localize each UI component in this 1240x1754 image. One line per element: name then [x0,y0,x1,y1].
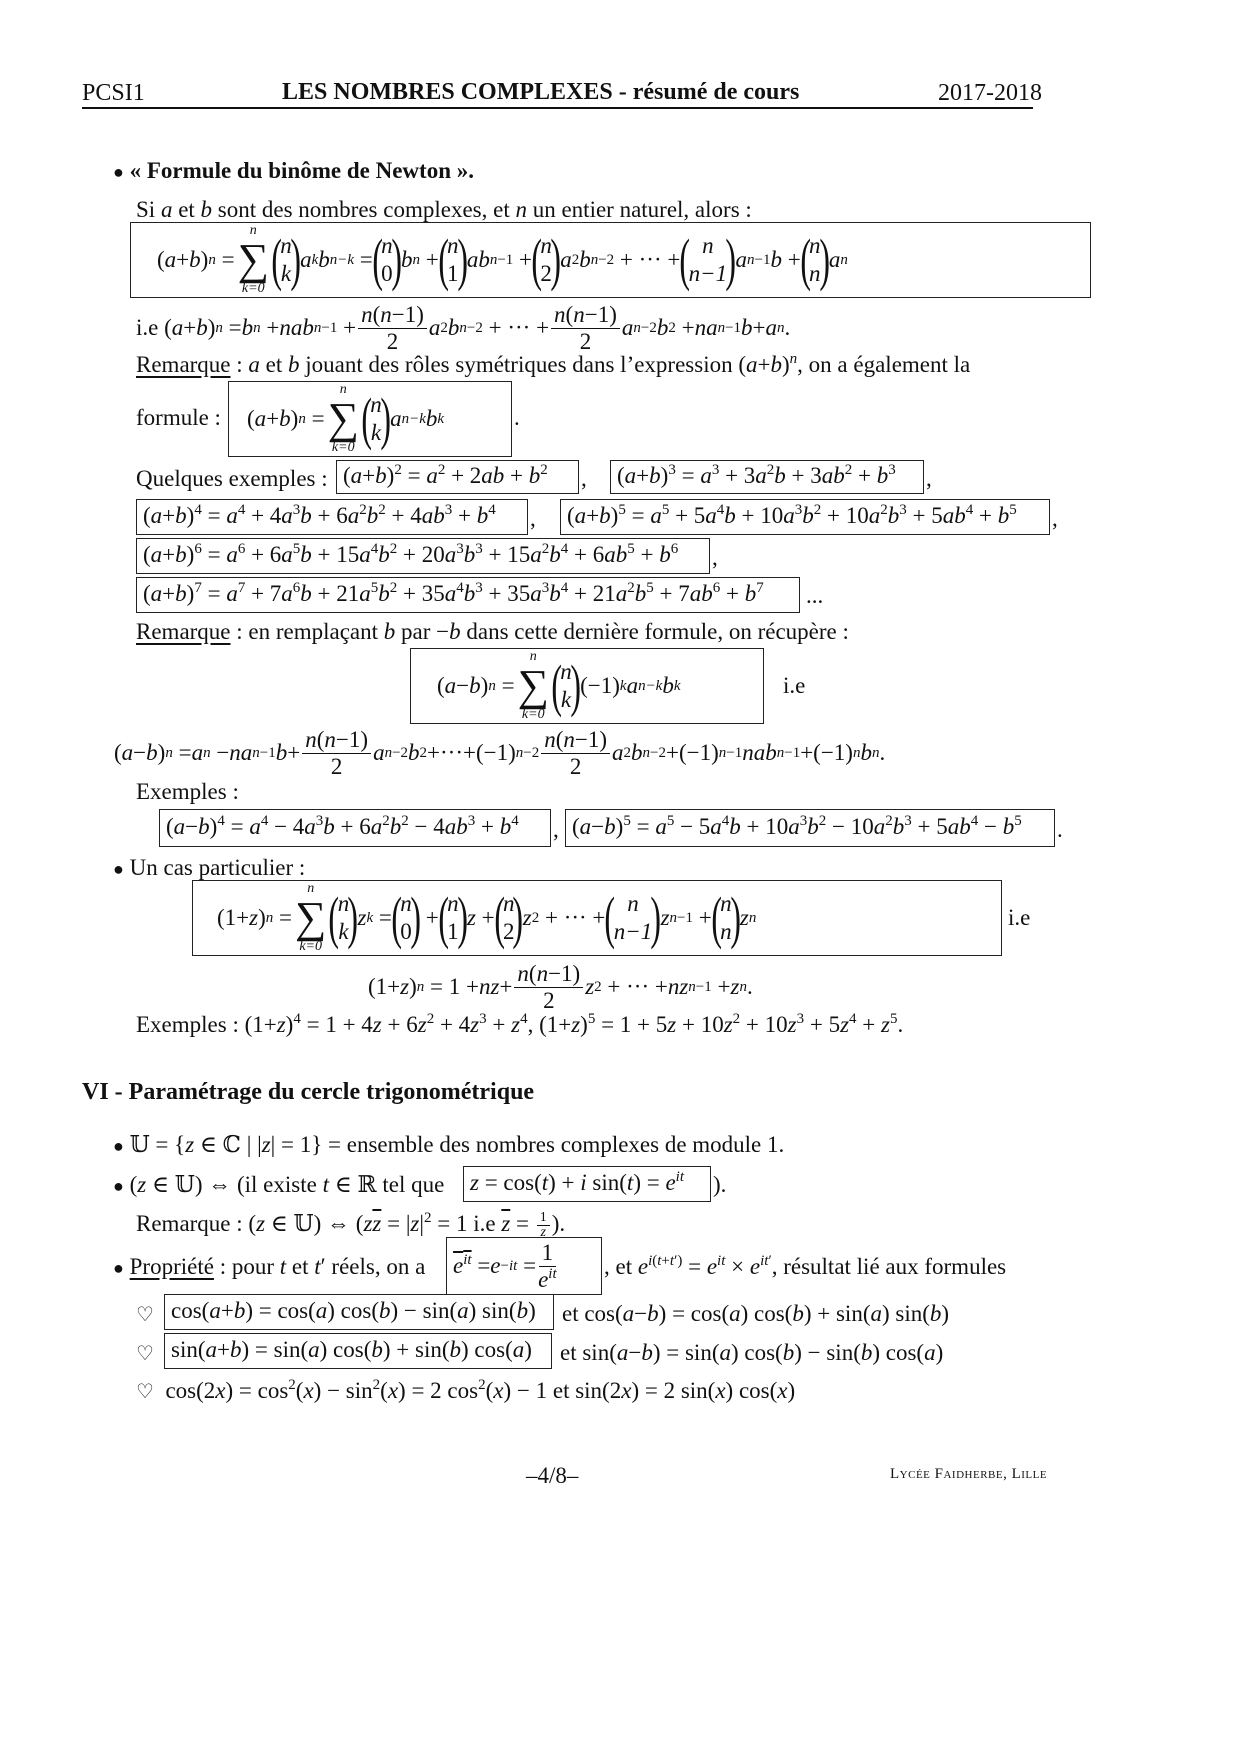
cas-title: Un cas particulier : [129,855,306,880]
comma: , [581,466,587,491]
minus-example-box-5: $(a-b)^5 = a^5 - 5a^4b + 10a^3b^2 - 10a^2b^3 + 5ab^4 - b^5$ [565,809,1055,847]
ellipsis: ... [806,583,824,608]
binome-section [113,158,474,184]
binome-formula-box: ( a + b ) n = n ∑ k=0 ( n k ) a k b n−k = ( n 0 ) b n + ( n 1 ) ab n−1 + ( n 2 ) a 2 b n−2 + ··· + ( n n−1 ) a n−1 b + ( n n ) a n [130,222,1091,298]
property-label: Propriété [129,1254,214,1279]
heart-1-rest: et cos(a−b) = cos(a) cos(b) + sin(a) sin(b) [562,1301,950,1326]
header-left: PCSI1 [82,80,145,106]
example-box-4: $(a+b)^4 = a^4 + 4a^3b + 6a^2b^2 + 4ab^3 + b^4$ [136,499,528,535]
minus-ie: i.e [783,673,806,698]
cas-formula-box: (1+ z ) n = n ∑ k=0 ( n k ) z k = ( n 0 ) + ( n 1 ) z + ( n 2 ) z 2 + ··· + ( n n−1 ) z n−1 + ( n n ) z n [192,880,1002,956]
remark1-label: Remarque [136,352,231,377]
heart-icon: ♡ [136,1379,154,1403]
vi-item1: ● 𝕌 = {z ∈ ℂ | |z| = 1} = ensemble des nombres complexes de module 1. [113,1132,785,1157]
period: . [514,405,520,430]
bullet: ● [113,859,124,879]
vi-item2-box: z = cos(t) + i $\sin(t) = e^{it}$ [463,1166,711,1202]
vi-remark: Remarque : (z ∈ 𝕌) ⇔ ($z\overline{z} = |z|^2 = 1$ i.e $\overline{z}$ = $\frac{1}{z}$ ). [136,1210,566,1241]
comma: , [553,817,559,842]
example-box-5: $(a+b)^5 = a^5 + 5a^4b + 10a^3b^2 + 10a^2b^3 + 5ab^4 + b^5$ [560,499,1050,535]
comma: , [1052,506,1058,531]
bullet: ● [113,1258,124,1278]
bullet: ● [113,1136,124,1156]
header-rule [82,107,1033,109]
examples-label: Quelques exemples : [136,466,328,491]
vi-property-box: $e^{it}$ = e −it = $\frac{1}{e^{it}}$ [446,1237,602,1295]
period: . [1057,817,1063,842]
remark2: Remarque : en remplaçant b par −b dans cette dernière formule, on récupère : [136,619,849,644]
bullet: ● [113,1176,124,1196]
heart-icon: ♡ [136,1341,154,1365]
cas-examples: Exemples : $(1+z)^4 = 1 + 4z + 6z^2 + 4z^3 + z^4$, $(1+z)^5 = 1 + 5z + 10z^2 + 10z^3 + 5z^4 + z^5$. [136,1011,904,1037]
section-vi-heading: VI - Paramétrage du cercle trigonométrique [82,1079,535,1105]
cas-expanded: (1+ z ) n = 1 + nz + $\frac{n(n-1)}{2}$ z 2 + ··· + nz n−1 + z n . [368,960,753,1013]
comma: , [712,545,718,570]
remark1-formula-box: ( a + b ) n = n ∑ k=0 ( n k ) a n−k b k [228,381,512,457]
example-box-7: $(a+b)^7 = a^7 + 7a^6b + 21a^5b^2 + 35a^4b^3 + 35a^3b^4 + 21a^2b^5 + 7ab^6 + b^7$ [136,577,800,613]
vi-property-end: , et $e^{i(t+t')} = e^{it} \times e^{it'}$, résultat lié aux formules [604,1253,1007,1279]
heart-2-box: sin(a+b) = sin(a) cos(b) + sin(b) cos(a) [164,1333,552,1369]
binome-intro: Si a et b sont des nombres complexes, et n un entier naturel, alors : [136,197,752,222]
bullet: ● [113,162,124,182]
heart-row-2 [136,1340,154,1366]
remark2-label: Remarque [136,619,231,644]
minus-example-box-4: $(a-b)^4 = a^4 - 4a^3b + 6a^2b^2 - 4ab^3 + b^4$ [159,809,551,847]
vi-item2: ● (z ∈ 𝕌) ⇔ (il existe t ∈ ℝ tel que [113,1172,445,1197]
page-number: –4/8– [526,1463,579,1488]
cas-ie: i.e [1008,905,1031,930]
vi-item2-end: ). [713,1172,727,1197]
heart-1-box: cos(a+b) = cos(a) cos(b) − sin(a) sin(b) [164,1294,554,1330]
example-box-2: $(a+b)^2 = a^2 + 2ab + b^2$ [336,460,579,494]
remark1: Remarque : a et b jouant des rôles symétriques dans l’expression $(a+b)^n$, on a également la [136,351,971,377]
heart-row-3: ♡ $\cos(2x) = \cos^2(x) - \sin^2(x) = 2$ $\cos^2(x) - 1$ et sin(2x) = 2 sin(x) cos(x) [136,1377,796,1403]
footer-school: Lycée Faidherbe, Lille [890,1466,1048,1482]
exemples-label: Exemples : [136,779,239,804]
binome-ie-line: i.e ( a + b ) n = b n + nab n−1 + $\frac{n(n-1)}{2}$ a 2 b n−2 + ··· + $\frac{n(n-1)}{2}$ a n−2 b 2 + na n−1 b + a n . [136,301,791,354]
vi-property: ● Propriété : pour t et t′ réels, on a [113,1254,426,1279]
comma: , [530,506,536,531]
binome-title: « Formule du binôme de Newton ». [129,158,474,183]
header-title: LES NOMBRES COMPLEXES - résumé de cours [282,79,800,105]
cas-particulier [113,855,305,881]
header-right: 2017-2018 [938,80,1042,106]
heart-row-1 [136,1301,154,1327]
heart-icon: ♡ [136,1302,154,1326]
example-box-6: $(a+b)^6 = a^6 + 6a^5b + 15a^4b^2 + 20a^3b^3 + 15a^2b^4 + 6ab^5 + b^6$ [136,538,710,574]
remark1-formule-label: formule : [136,405,221,430]
heart-2-rest: et sin(a−b) = sin(a) cos(b) − sin(b) cos(a) [560,1340,944,1365]
comma: , [926,466,932,491]
minus-expanded: ( a − b ) n = a n − na n−1 b + $\frac{n(n-1)}{2}$ a n−2 b 2 +···+(−1) n−2 $\frac{n(n-1)}{2}$ a 2 b n−2 +(−1) n−1 nab n−1 +(−1) n b n . [114,726,886,779]
example-box-3: $(a+b)^3 = a^3 + 3a^2b + 3ab^2 + b^3$ [610,460,924,494]
minus-formula-box: ( a − b ) n = n ∑ k=0 ( n k ) (−1) k a n−k b k [410,648,764,724]
